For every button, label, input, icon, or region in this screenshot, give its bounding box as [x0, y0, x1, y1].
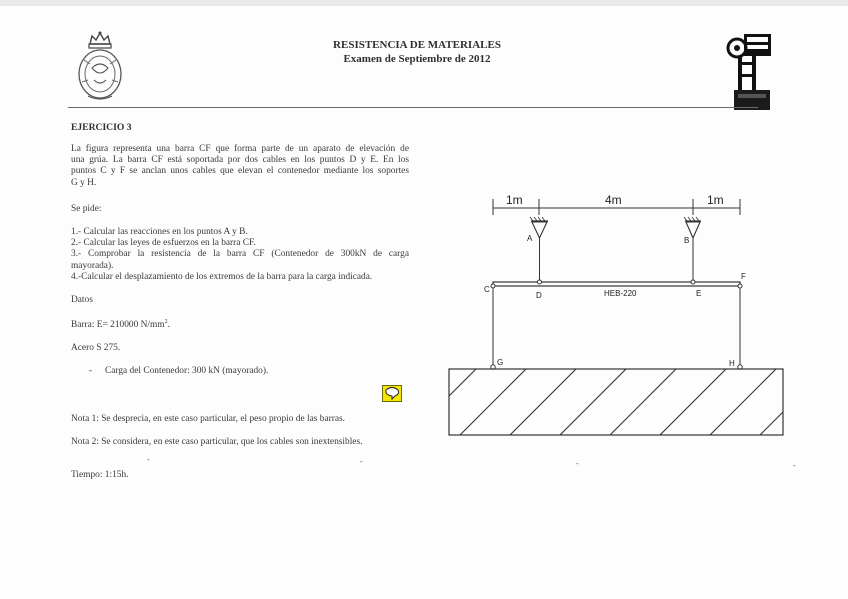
label-e: E — [696, 289, 702, 298]
stray-mark: - — [576, 459, 579, 468]
data-label: Datos — [71, 295, 93, 305]
statement-line: G y H. — [71, 177, 97, 188]
header-divider — [68, 107, 758, 108]
ask-item: 2.- Calcular las leyes de esfuerzos en la barra CF. — [71, 238, 256, 249]
stray-mark: - — [360, 457, 363, 466]
exercise-statement — [71, 144, 409, 189]
label-h: H — [729, 359, 735, 368]
support-b — [684, 217, 701, 238]
modulus-text: Barra: E= 210000 N/mm — [71, 320, 165, 330]
stray-mark: - — [147, 455, 150, 464]
node-c — [491, 284, 495, 288]
container-block — [440, 369, 800, 435]
dim-left-label: 1m — [506, 193, 523, 207]
label-f: F — [741, 272, 746, 281]
beam-cf — [493, 282, 740, 286]
label-d: D — [536, 291, 542, 300]
exam-title: RESISTENCIA DE MATERIALES — [333, 39, 501, 51]
exam-time: Tiempo: 1:15h. — [71, 470, 129, 480]
exercise-heading: EJERCICIO 3 — [71, 122, 132, 133]
modulus-exponent: 2 — [164, 318, 168, 325]
profile-label: HEB-220 — [604, 289, 637, 298]
label-b: B — [684, 236, 690, 245]
page-top-edge — [0, 0, 848, 6]
node-f — [738, 284, 742, 288]
steel-grade: Acero S 275. — [71, 343, 121, 353]
dim-right-label: 1m — [707, 193, 724, 207]
ask-item: mayorada). — [71, 260, 114, 271]
ask-item: 4.-Calcular el desplazamiento de los extremos de la barra para la carga indicada. — [71, 271, 373, 282]
comment-note-icon[interactable] — [382, 385, 402, 402]
asks-list — [71, 227, 409, 283]
support-a — [530, 217, 548, 238]
container-load: Carga del Contenedor: 300 kN (mayorado). — [105, 366, 269, 376]
statement-line: una grúa. La barra CF está soportada por dos cables en los puntos D y E. En los — [71, 155, 409, 166]
ask-item: 3.- Comprobar la resistencia de la barra CF (Contenedor de 300kN de carga — [71, 249, 409, 260]
faculty-logo — [722, 34, 774, 112]
node-d — [538, 280, 542, 284]
modulus-line — [71, 320, 170, 331]
load-bullet: - — [89, 366, 93, 376]
modulus-end: . — [167, 320, 170, 330]
asks-label: Se pide: — [71, 204, 102, 214]
structure-figure — [440, 185, 800, 445]
label-c: C — [484, 285, 490, 294]
statement-line: La figura representa una barra CF que forma parte de un aparato de elevación de — [71, 144, 409, 154]
dim-mid-label: 4m — [605, 193, 622, 207]
label-a: A — [527, 234, 533, 243]
note-2: Nota 2: Se considera, en este caso particular, que los cables son inextensibles. — [71, 437, 363, 447]
ask-item: 1.- Calcular las reacciones en los puntos A y B. — [71, 227, 248, 237]
statement-line: puntos C y F se anclan unos cables que elevan el contenedor mediante los soportes — [71, 166, 409, 177]
note-1: Nota 1: Se desprecia, en este caso particular, el peso propio de las barras. — [71, 414, 345, 424]
label-g: G — [497, 358, 504, 367]
stray-mark: - — [793, 461, 796, 470]
node-e — [691, 280, 695, 284]
exam-subtitle: Examen de Septiembre de 2012 — [343, 53, 491, 65]
